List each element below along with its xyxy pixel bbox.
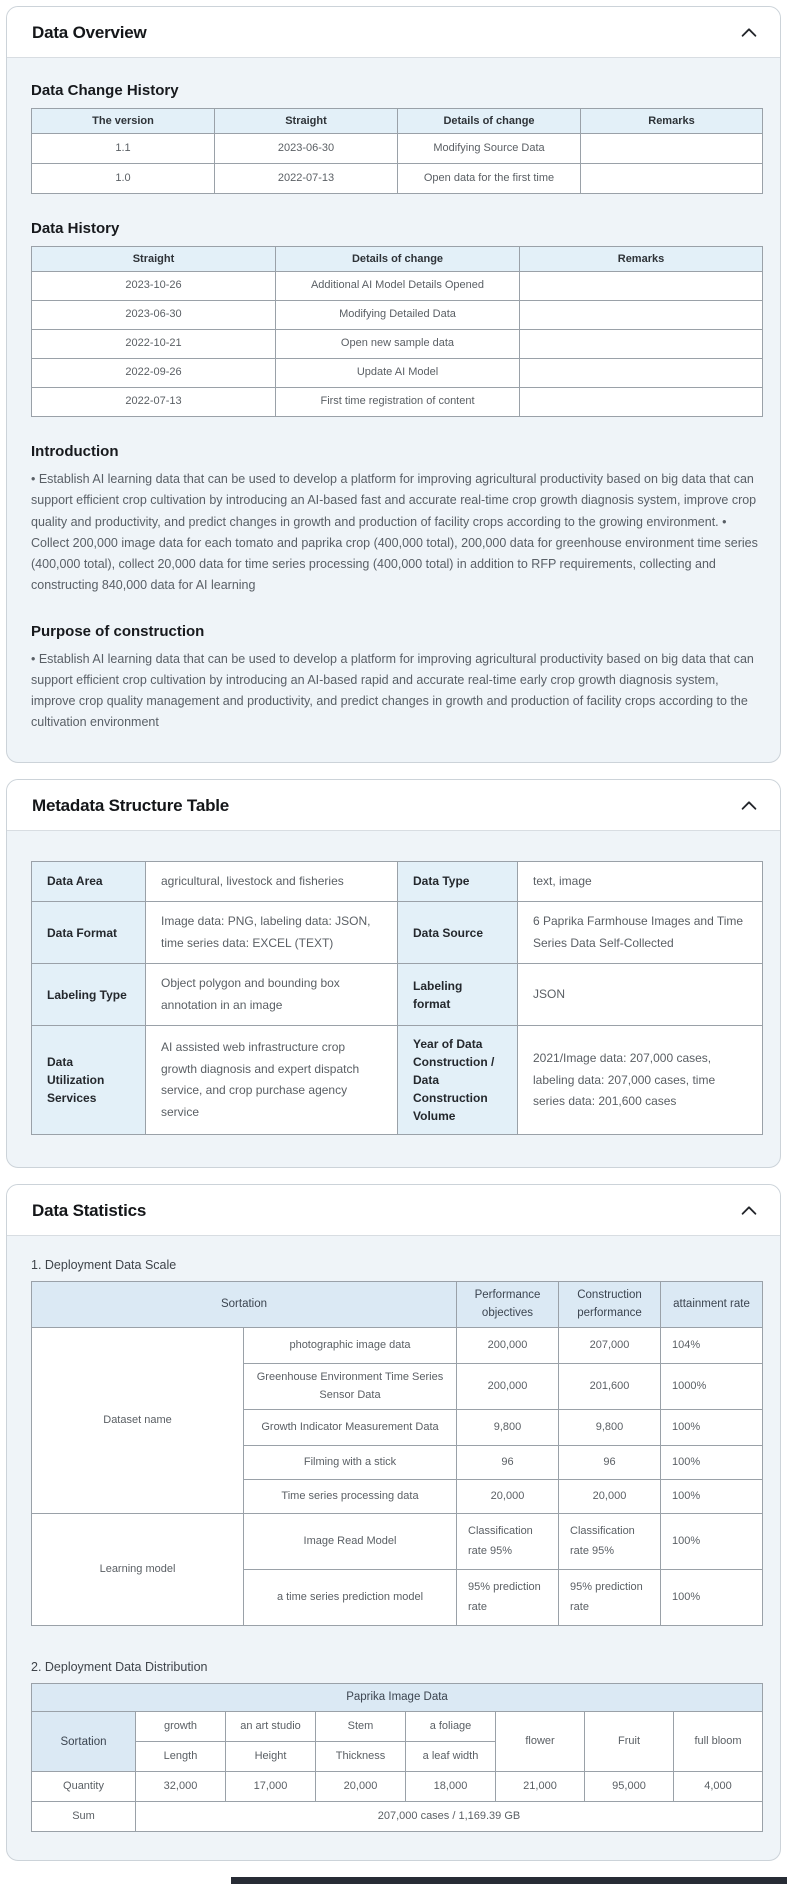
distribution-caption: 2. Deployment Data Distribution [31, 1660, 208, 1675]
table-row [32, 1772, 763, 1802]
table-cell: a foliage [406, 1712, 496, 1742]
table-cell: a time series prediction model [244, 1570, 457, 1626]
table-cell: Additional AI Model Details Opened [276, 272, 520, 301]
table-row [32, 1712, 763, 1742]
purpose-title: Purpose of construction [31, 622, 205, 640]
table-cell: Open data for the first time [398, 164, 581, 194]
header-cell: Sortation [32, 1282, 457, 1328]
group-label: Dataset name [32, 1327, 244, 1513]
table-row [32, 861, 763, 902]
meta-value: 2021/Image data: 207,000 cases, labeling data: 207,000 cases, time series data: 201,600 cases [518, 1026, 763, 1135]
table-cell: Modifying Source Data [398, 134, 581, 164]
table-cell: 20,000 [559, 1480, 661, 1514]
header-cell: Remarks [581, 109, 763, 134]
meta-value: 6 Paprika Farmhouse Images and Time Series Data Self-Collected [518, 902, 763, 964]
data-overview-panel [6, 6, 781, 763]
chevron-up-icon[interactable] [738, 22, 760, 44]
table-cell: 100% [661, 1446, 763, 1480]
sum-value: 207,000 cases / 1,169.39 GB [136, 1802, 763, 1832]
table-row [32, 272, 763, 301]
table-cell: 9,800 [559, 1410, 661, 1446]
table-cell: 2022-10-21 [32, 330, 276, 359]
table-header-row [32, 1282, 763, 1328]
table-row [32, 902, 763, 964]
introduction-text: • Establish AI learning data that can be used to develop a platform for improving agricultural productivity based on big data that can support efficient crop cultivation by introducing an AI-based fast and accurate real-time crop growth diagnosis system, improve crop quality and productivity, and predict changes in growth and production of facility crops according to the growing environment. • Collect 200,000 image data for each tomato and paprika crop (400,000 total), 200,000 data for greenhouse environment time series (400,000 total), collect 20,000 data for time series processing (400,000 total) in addition to RFP requirements, collecting and constructing 840,000 data for AI learning [31, 472, 758, 593]
introduction-title: Introduction [31, 443, 119, 460]
metadata-header[interactable] [7, 780, 780, 831]
table-cell: Filming with a stick [244, 1446, 457, 1480]
table-cell: 4,000 [674, 1772, 763, 1802]
table-row [32, 964, 763, 1026]
header-cell: Paprika Image Data [32, 1684, 763, 1712]
meta-value: agricultural, livestock and fisheries [146, 861, 398, 902]
table-cell: 2022-09-26 [32, 359, 276, 388]
table-cell: 2022-07-13 [32, 388, 276, 417]
table-cell [520, 272, 763, 301]
meta-label: Data Format [32, 902, 146, 964]
meta-value: AI assisted web infrastructure crop growth diagnosis and expert dispatch service, and crop purchase agency service [146, 1026, 398, 1135]
table-cell: Greenhouse Environment Time Series Sensor Data [244, 1363, 457, 1409]
table-cell: 95% prediction rate [559, 1570, 661, 1626]
table-cell: 32,000 [136, 1772, 226, 1802]
data-overview-header[interactable] [7, 7, 780, 58]
table-cell: First time registration of content [276, 388, 520, 417]
data-statistics-panel [6, 1184, 781, 1861]
table-cell: 2023-10-26 [32, 272, 276, 301]
table-cell: Classification rate 95% [457, 1514, 559, 1570]
table-row [32, 301, 763, 330]
header-cell: The version [32, 109, 215, 134]
table-cell: Image Read Model [244, 1514, 457, 1570]
table-header-row [32, 247, 763, 272]
group-label: Learning model [32, 1514, 244, 1626]
table-cell [581, 134, 763, 164]
table-cell: 2023-06-30 [215, 134, 398, 164]
table-cell: 95,000 [585, 1772, 674, 1802]
table-cell [520, 359, 763, 388]
row-label: Sum [32, 1802, 136, 1832]
meta-label: Data Type [398, 861, 518, 902]
table-row [32, 134, 763, 164]
table-cell: full bloom [674, 1712, 763, 1772]
header-cell: Remarks [520, 247, 763, 272]
data-history-title: Data History [31, 220, 120, 237]
footer-edge-bar [231, 1877, 787, 1884]
table-cell: Height [226, 1742, 316, 1772]
table-row [32, 388, 763, 417]
table-row [32, 330, 763, 359]
table-cell: 207,000 [559, 1327, 661, 1363]
table-row [32, 164, 763, 194]
table-cell: Stem [316, 1712, 406, 1742]
table-cell: Open new sample data [276, 330, 520, 359]
change-history-table [31, 108, 763, 194]
table-cell: 21,000 [496, 1772, 585, 1802]
table-cell: 1000% [661, 1363, 763, 1409]
metadata-body [7, 831, 780, 1168]
meta-value: text, image [518, 861, 763, 902]
table-cell: growth [136, 1712, 226, 1742]
table-header-row [32, 109, 763, 134]
table-cell: 100% [661, 1570, 763, 1626]
deployment-scale-table [31, 1281, 763, 1626]
header-cell: Performance objectives [457, 1282, 559, 1328]
table-cell: Update AI Model [276, 359, 520, 388]
row-label: Quantity [32, 1772, 136, 1802]
table-cell: flower [496, 1712, 585, 1772]
table-cell: Fruit [585, 1712, 674, 1772]
header-cell: Details of change [398, 109, 581, 134]
table-cell: 20,000 [316, 1772, 406, 1802]
scale-caption: 1. Deployment Data Scale [31, 1258, 177, 1273]
table-row [32, 1802, 763, 1832]
table-cell [581, 164, 763, 194]
meta-label: Labeling Type [32, 964, 146, 1026]
table-row [32, 1514, 763, 1570]
table-cell: Length [136, 1742, 226, 1772]
metadata-table [31, 861, 763, 1136]
table-cell: 18,000 [406, 1772, 496, 1802]
metadata-panel [6, 779, 781, 1169]
table-cell: 96 [559, 1446, 661, 1480]
data-statistics-body [7, 1236, 780, 1860]
meta-value: JSON [518, 964, 763, 1026]
header-cell: attainment rate [661, 1282, 763, 1328]
table-cell: an art studio [226, 1712, 316, 1742]
data-overview-body [7, 58, 780, 762]
table-cell: 200,000 [457, 1363, 559, 1409]
table-cell [520, 330, 763, 359]
table-cell: 96 [457, 1446, 559, 1480]
panel-title: Metadata Structure Table [32, 795, 230, 815]
table-cell: Classification rate 95% [559, 1514, 661, 1570]
meta-label: Data Area [32, 861, 146, 902]
panel-title: Data Overview [32, 23, 147, 42]
table-row [32, 1026, 763, 1135]
meta-label: Data Source [398, 902, 518, 964]
table-cell: 17,000 [226, 1772, 316, 1802]
table-cell: a leaf width [406, 1742, 496, 1772]
table-cell: 2022-07-13 [215, 164, 398, 194]
table-cell: 1.0 [32, 164, 215, 194]
table-cell: Modifying Detailed Data [276, 301, 520, 330]
data-statistics-header[interactable] [7, 1185, 780, 1236]
deployment-distribution-table [31, 1683, 763, 1832]
table-cell: 9,800 [457, 1410, 559, 1446]
table-cell: Time series processing data [244, 1480, 457, 1514]
header-cell: Straight [32, 247, 276, 272]
meta-value: Object polygon and bounding box annotation in an image [146, 964, 398, 1026]
header-cell: Straight [215, 109, 398, 134]
table-cell: 100% [661, 1514, 763, 1570]
table-cell: 201,600 [559, 1363, 661, 1409]
meta-value: Image data: PNG, labeling data: JSON, time series data: EXCEL (TEXT) [146, 902, 398, 964]
meta-label: Labeling format [398, 964, 518, 1026]
table-cell: Thickness [316, 1742, 406, 1772]
table-cell: 100% [661, 1410, 763, 1446]
table-header-row [32, 1684, 763, 1712]
chevron-up-icon[interactable] [738, 795, 760, 817]
meta-label: Data Utilization Services [32, 1026, 146, 1135]
table-cell [520, 388, 763, 417]
header-cell: Construction performance [559, 1282, 661, 1328]
change-history-title: Data Change History [31, 82, 179, 99]
header-cell: Details of change [276, 247, 520, 272]
table-row [32, 1327, 763, 1363]
sortation-label: Sortation [32, 1712, 136, 1772]
data-history-table [31, 246, 763, 417]
meta-label: Year of Data Construction / Data Construction Volume [398, 1026, 518, 1135]
table-cell: 95% prediction rate [457, 1570, 559, 1626]
table-cell: 20,000 [457, 1480, 559, 1514]
purpose-text: • Establish AI learning data that can be used to develop a platform for improving agricultural productivity based on big data that can support efficient crop cultivation by introducing an AI-based rapid and accurate real-time early crop growth diagnosis system, improve crop quality management and productivity, and predict changes in growth and production of facility crops according to the cultivation environment [31, 651, 754, 730]
table-cell [520, 301, 763, 330]
table-cell: 2023-06-30 [32, 301, 276, 330]
panel-title: Data Statistics [32, 1201, 147, 1221]
table-cell: 104% [661, 1327, 763, 1363]
table-cell: photographic image data [244, 1327, 457, 1363]
table-row [32, 359, 763, 388]
table-cell: 1.1 [32, 134, 215, 164]
chevron-up-icon[interactable] [738, 1200, 760, 1222]
table-cell: 200,000 [457, 1327, 559, 1363]
table-cell: Growth Indicator Measurement Data [244, 1410, 457, 1446]
table-cell: 100% [661, 1480, 763, 1514]
